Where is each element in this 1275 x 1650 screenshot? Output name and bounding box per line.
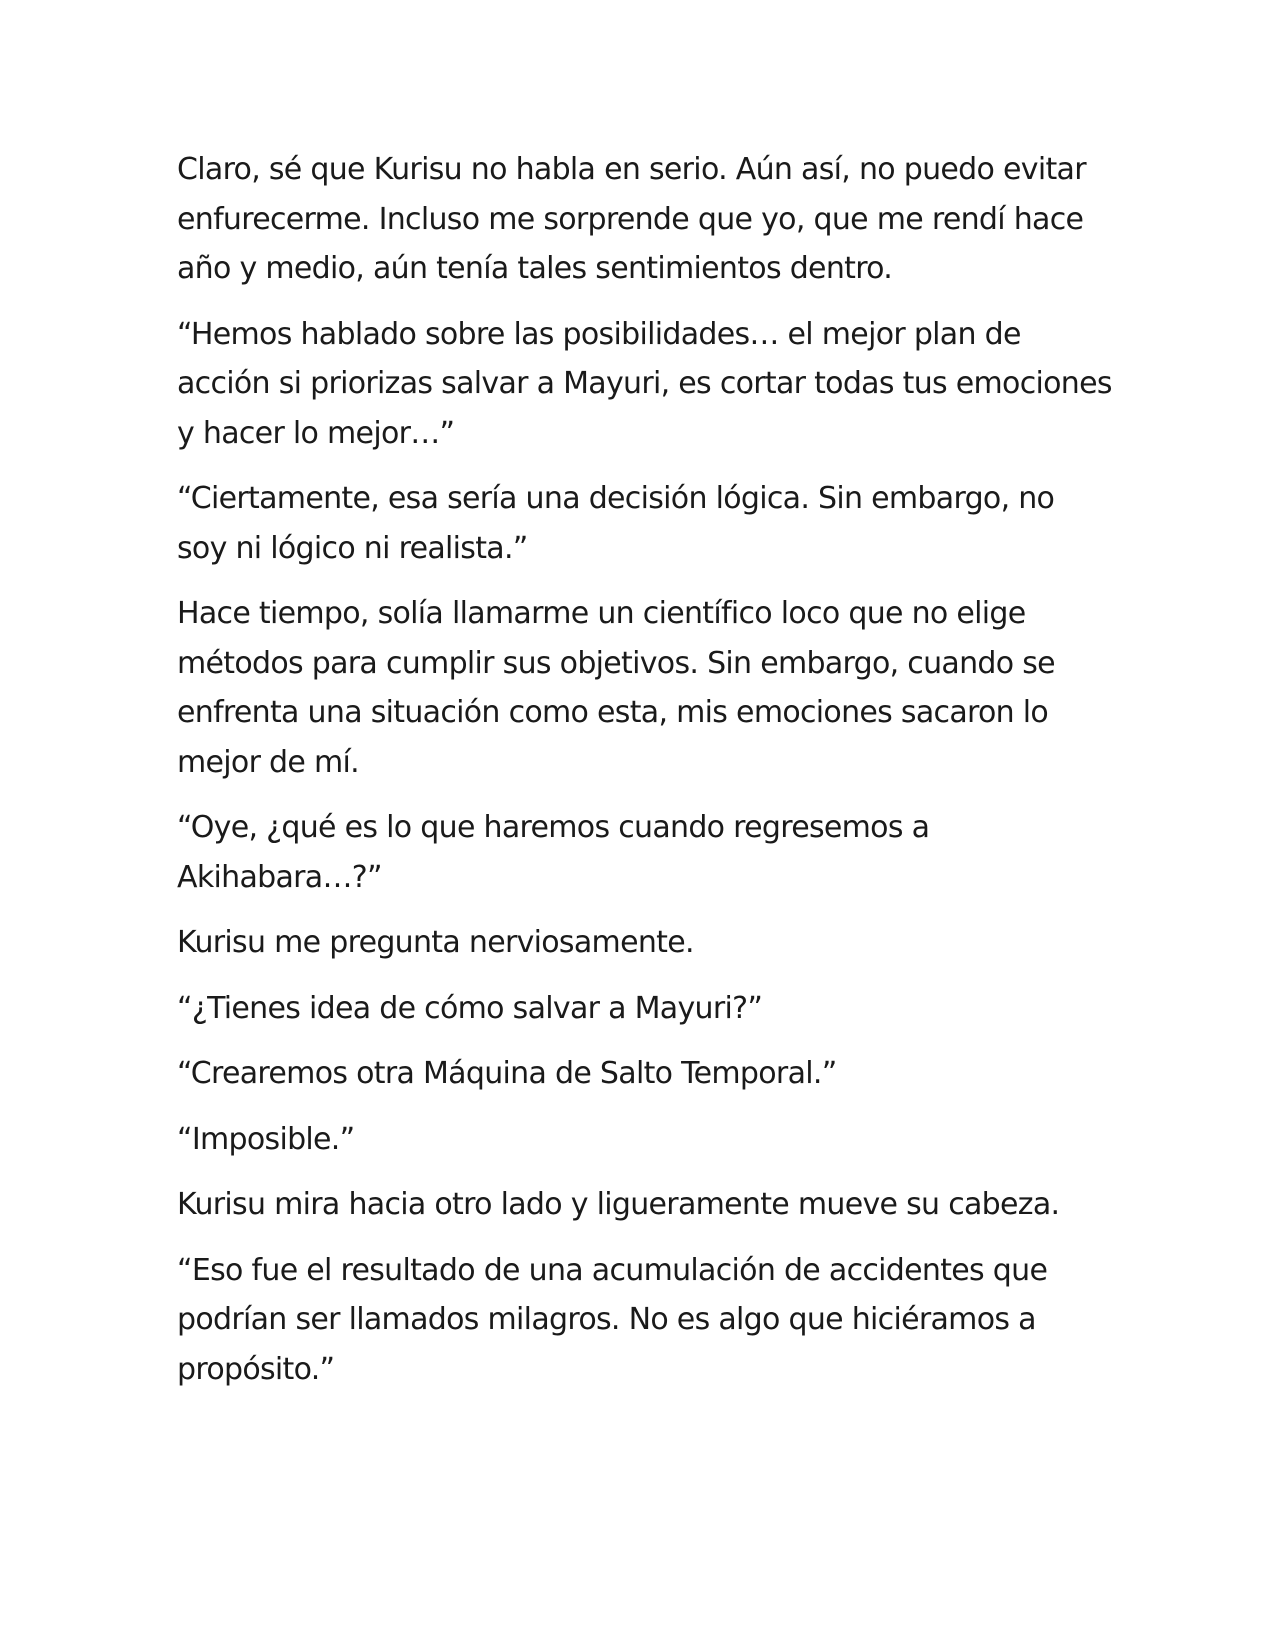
paragraph: Kurisu me pregunta nerviosamente. (177, 925, 694, 960)
paragraph: Hace tiempo, solía llamarme un científico loco que no elige métodos para cumplir sus objetivos. Sin embargo, cuando se enfrenta una situación como esta, mis emociones sacaron lo mejor de mí. (177, 596, 1055, 780)
paragraph: “¿Tienes idea de cómo salvar a Mayuri?” (177, 990, 763, 1026)
paragraph: Claro, sé que Kurisu no habla en serio. Aún así, no puedo evitar enfurecerme. Incluso me sorprende que yo, que me rendí hace año y medio, aún tenía tales sentimientos dentro. (177, 152, 1086, 286)
paragraph: “Imposible.” (177, 1121, 355, 1157)
paragraph: “Eso fue el resultado de una acumulación de accidentes que podrían ser llamados milagros. No es algo que hiciéramos a propósito.” (177, 1252, 1048, 1387)
document-body (177, 145, 1112, 1410)
paragraph: “Oye, ¿qué es lo que haremos cuando regresemos a Akihabara…?” (177, 810, 930, 895)
paragraph: Kurisu mira hacia otro lado y ligueramente mueve su cabeza. (177, 1187, 1060, 1222)
paragraph: “Crearemos otra Máquina de Salto Temporal.” (177, 1056, 837, 1091)
paragraph: “Ciertamente, esa sería una decisión lógica. Sin embargo, no soy ni lógico ni realista.” (177, 481, 1055, 566)
paragraph: “Hemos hablado sobre las posibilidades… el mejor plan de acción si priorizas salvar a Mayuri, es cortar todas tus emociones y hacer lo mejor…” (177, 316, 1112, 451)
